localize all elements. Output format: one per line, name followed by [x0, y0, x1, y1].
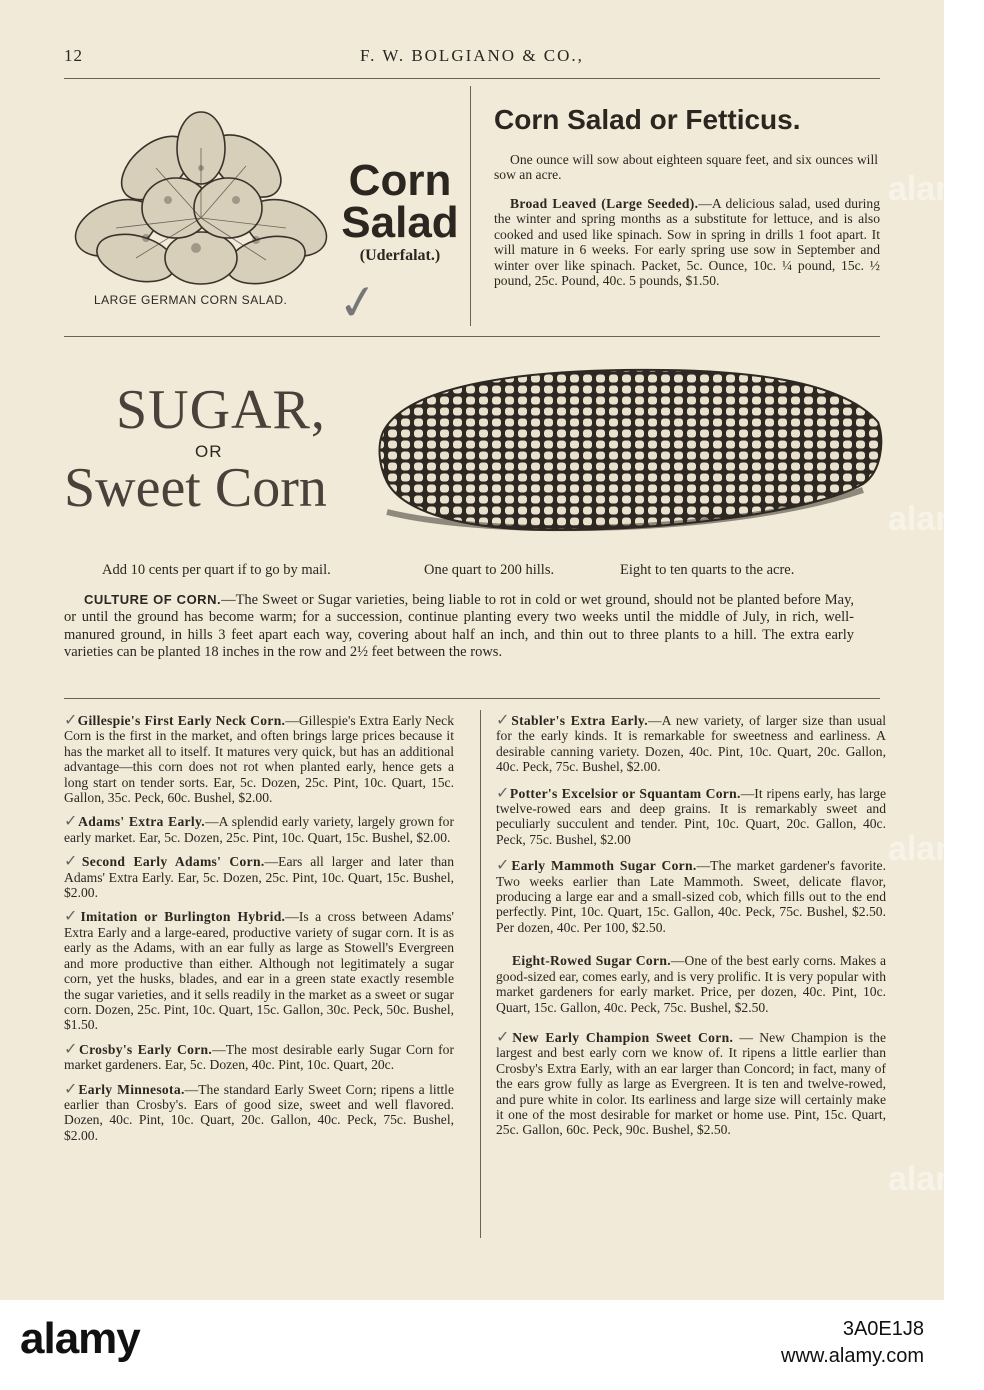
variety-name: Potter's Excelsior or Squantam Corn. — [509, 785, 741, 801]
entry-text: —A delicious salad, used during the winter and spring months as a substitute for lettuce, and is also cooked and used like spinach. Sow in spring in drills 1 foot apart. It will mature in 6 weeks. For early spring use sow in September and winter over like spinach. Packet, 5c. Ounce, 10c. ¼ pound, 15c. ½ pound, 25c. Pound, 40c. 5 pounds, $1.50. — [494, 196, 880, 289]
note-acre: Eight to ten quarts to the acre. — [620, 562, 795, 578]
banner-or: OR — [195, 442, 223, 461]
stock-footer — [0, 1300, 944, 1390]
check-mark-icon: ✓ — [64, 851, 82, 871]
check-mark-icon: ✓ — [334, 272, 382, 334]
page-number: 12 — [64, 46, 83, 65]
image-id: 3A0E1J8 — [842, 1318, 924, 1340]
check-mark-icon: ✓ — [64, 906, 81, 926]
variety-description: —Is a cross between Adams' Extra Early and a large-eared, productive variety of sugar corn. It is as early as the Adams, with an ear fully as large as Stowell's Evergreen and more productive than either. Although not legitimately a sugar corn, yet the husks, blades, and ear in a green state exactly resemble the sugar varieties, and it sells readily in the market as a sweet or sugar corn. Dozen, 25c. Pint, 10c. Quart, 15c. Gallon, 30c. Peck, 50c. Bushel, $1.50. — [64, 909, 454, 1033]
variety-description: —The market gardener's favorite. Two weeks earlier than Late Mammoth. Sweet, delicate flavor, producing a large ear and a small-sized cob, which fills out to the end perfectly. Pint, 10c. Quart, 15c. Gallon, 40c. Peck, 75c. Bushel, $2.50. Per dozen, 40c. Per 100, $2.50. — [496, 858, 886, 935]
variety-description: —One of the best early corns. Makes a good-sized ear, comes early, and is very prolific. It is very popular with market gardeners for early market. Price, per dozen, 40c. Pint, 10c. Quart, 15c. Gallon, 40c. Peck, 75c. Bushel, $2.50. — [496, 953, 886, 1015]
variety-description: — New Champion is the largest and best early corn we know of. It ripens a little earlier than Crosby's Extra Early, with an ear larger than Concord; in fact, many of the ears grow fully as large as Evergreen. It is ten and twelve-rowed, and pure white in color. Its earliness and large size will certainly make it one of the most desirable for market or home use. Pint, 15c. Quart, 25c. Gallon, 60c. Peck, 90c. Bushel, $2.50. — [496, 1029, 886, 1138]
variety-entry — [64, 1038, 454, 1073]
watermark: alamy — [888, 830, 984, 868]
check-mark-icon: ✓ — [64, 1038, 79, 1058]
corn-salad-subtitle: (Uderfalat.) — [359, 247, 441, 264]
corn-salad-title-line2: Salad — [341, 198, 459, 247]
check-mark-icon: ✓ — [496, 710, 512, 729]
variety-entry — [64, 813, 454, 845]
variety-name: Early Minnesota. — [78, 1081, 185, 1097]
section-rule — [64, 336, 880, 337]
variety-description: —A splendid early variety, largely grown for early market. Ear, 5c. Dozen, 25c. Pint, 10c. Quart, 15c. Bushel, $2.00. — [64, 814, 455, 845]
right-column — [496, 712, 886, 1148]
variety-description: —It ripens early, has large twelve-rowed ears and deep grains. It is remarkably sweet and peculiarly succulent and tender. Pint, 10c. Quart, 20c. Gallon, 40c. Peck, 75c. Bushel, $2.00 — [496, 785, 887, 847]
intro-text: One ounce will sow about eighteen square feet, and six ounces will sow an acre. — [494, 152, 878, 183]
check-mark-icon: ✓ — [64, 811, 79, 831]
corn-salad-title-line1: Corn — [348, 156, 452, 205]
variety-name: New Early Champion Sweet Corn. — [512, 1029, 734, 1045]
entry-name: Broad Leaved (Large Seeded). — [510, 196, 699, 211]
variety-name: Eight-Rowed Sugar Corn. — [512, 953, 671, 969]
check-mark-icon: ✓ — [496, 855, 512, 875]
footer-url: www.alamy.com — [781, 1345, 924, 1367]
column-divider — [470, 86, 471, 326]
variety-entry — [496, 1026, 886, 1138]
columns-top-rule — [64, 698, 880, 699]
corn-cob-illustration — [373, 362, 883, 538]
variety-entry — [496, 857, 886, 935]
variety-entry — [64, 908, 454, 1032]
check-mark-icon: ✓ — [64, 710, 78, 729]
illustration-caption: LARGE GERMAN CORN SALAD. — [94, 293, 288, 307]
variety-name: Gillespie's First Early Neck Corn. — [77, 713, 286, 728]
variety-entry — [496, 953, 886, 1015]
variety-name: Second Early Adams' Corn. — [81, 854, 265, 870]
variety-name: Crosby's Early Corn. — [78, 1041, 213, 1057]
variety-description: —The most desirable early Sugar Corn for market gardeners. Ear, 5c. Dozen, 40c. Pint, 10c. Quart, 20c. — [64, 1041, 454, 1073]
watermark: alamy — [888, 170, 984, 208]
corn-salad-section-title: Corn Salad or Fetticus. — [494, 104, 801, 135]
variety-description: —The standard Early Sweet Corn; ripens a little earlier than Crosby's. Ears of good size, sweet and well flavored. Dozen, 40c. Pint, 10c. Quart, 20c. Gallon, 40c. Peck, 75c. Bushel, $2.00. — [64, 1081, 454, 1143]
check-mark-icon: ✓ — [64, 1078, 79, 1098]
variety-entry — [64, 853, 454, 900]
watermark: alamy — [888, 500, 984, 538]
column-divider — [480, 710, 481, 1238]
note-mail: Add 10 cents per quart if to go by mail. — [102, 562, 331, 578]
header-rule — [64, 78, 880, 79]
culture-of-corn — [64, 591, 854, 662]
watermark: alamy — [888, 1160, 984, 1198]
variety-name: Adams' Extra Early. — [78, 814, 206, 830]
image-info — [781, 1318, 924, 1368]
variety-entry — [496, 782, 887, 848]
variety-entry — [496, 712, 886, 775]
alamy-logo: alamy — [20, 1314, 140, 1363]
variety-name: Stabler's Extra Early. — [511, 713, 648, 728]
variety-name: Early Mammoth Sugar Corn. — [511, 858, 697, 874]
left-column — [64, 712, 454, 1151]
running-head: F. W. BOLGIANO & CO., — [360, 46, 584, 65]
check-mark-icon: ✓ — [496, 782, 510, 802]
variety-name: Imitation or Burlington Hybrid. — [80, 909, 286, 925]
culture-text: —The Sweet or Sugar varieties, being liable to rot in cold or wet ground, should not be planted before May, or until the ground has become warm; for a succession, continue planting every two weeks until the middle of July, in rich, well-manured ground, in hills 3 feet apart each way, covering about half an inch, and thin out to three plants to a hill. The extra early varieties can be planted 18 inches in the row and 2½ feet between the rows. — [64, 592, 854, 661]
variety-entry — [64, 1078, 454, 1144]
corn-salad-intro — [494, 152, 878, 183]
variety-entry — [64, 712, 454, 805]
banner-sugar: SUGAR, — [116, 379, 326, 441]
note-hills: One quart to 200 hills. — [424, 562, 555, 578]
variety-description: —A new variety, of larger size than usual for the early kinds. It is remarkable for sweetness and earliness. A desirable canning variety. Dozen, 40c. Pint, 10c. Quart, 20c. Gallon, 40c. Peck, 75c. Bushel, $2.00. — [496, 713, 887, 775]
variety-description: —Gillespie's Extra Early Neck Corn is the first in the market, and often brings large prices because it has the market all to itself. It matures very quick, but has an additional advantage—this corn does not rot when planted early, hence gets a long start on tender sorts. Ear, 5c. Dozen, 25c. Pint, 10c. Quart, 15c. Gallon, 35c. Peck, 60c. Bushel, $2.00. — [64, 713, 454, 806]
culture-heading: CULTURE OF CORN. — [84, 592, 222, 607]
variety-description: —Ears all larger and later than Adams' Extra Early. Ear, 5c. Dozen, 25c. Pint, 10c. Quart, 15c. Bushel, $2.00. — [64, 854, 454, 901]
check-mark-icon: ✓ — [496, 1026, 513, 1046]
broad-leaved-entry — [494, 196, 880, 288]
corn-salad-illustration — [76, 108, 328, 288]
banner-sweet-corn: Sweet Corn — [64, 457, 327, 519]
